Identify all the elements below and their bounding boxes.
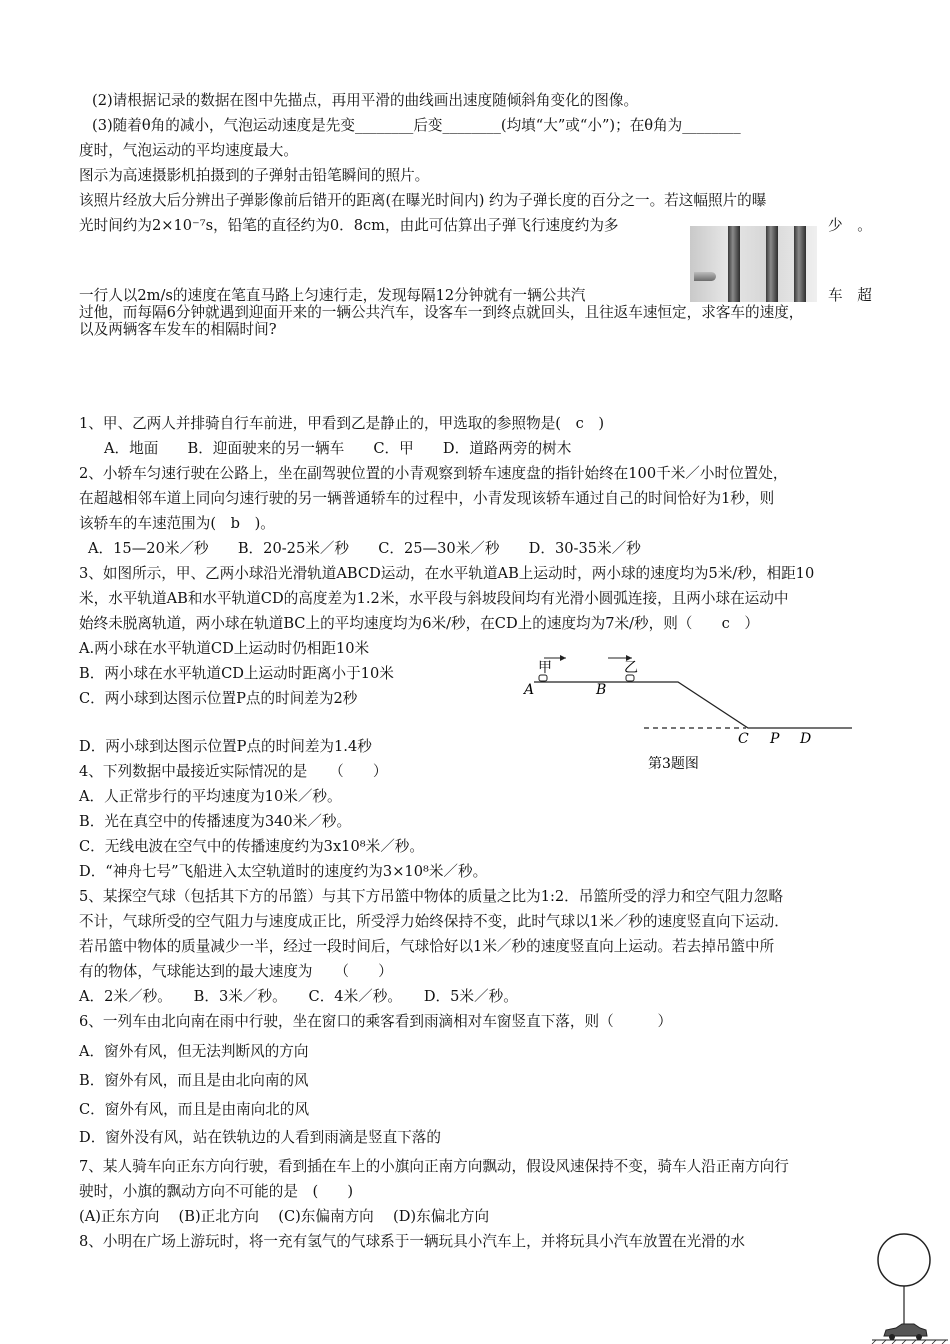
label-yi: 乙 <box>624 660 638 676</box>
track-figure <box>520 648 860 778</box>
pencil-image <box>794 226 806 302</box>
question-3-option-b: B．两小球在水平轨道CD上运动时距离小于10米 <box>79 665 394 682</box>
question-2-line2: 在超越相邻车道上同向匀速行驶的另一辆普通轿车的过程中，小青发现该轿车通过自己的时间恰好为1秒，则 <box>79 490 775 507</box>
intro-q3-line1: (3)随着θ角的减小，气泡运动速度是先变________后变________(均填“大”或“小”)；在θ角为________ <box>92 117 741 134</box>
question-6-option-a: A．窗外有风，但无法判断风的方向 <box>79 1043 309 1060</box>
question-4-option-a: A．人正常步行的平均速度为10米／秒。 <box>79 788 342 805</box>
question-5-line3: 若吊篮中物体的质量减少一半，经过一段时间后，气球恰好以1米／秒的速度竖直向上运动。若去掉吊篮中所 <box>79 938 775 955</box>
question-6-option-d: D．窗外没有风，站在铁轨边的人看到雨滴是竖直下落的 <box>79 1129 441 1146</box>
bullet-problem-line3-end: 少 。 <box>828 217 872 234</box>
question-3-line3: 始终未脱离轨道，两小球在轨道BC上的平均速度均为6米/秒，在CD上的速度均为7米/秒，则（ c ） <box>79 615 759 632</box>
question-3-line2: 米，水平轨道AB和水平轨道CD的高度差为1.2米，水平段与斜坡段间均有光滑小圆弧连接，且两小球在运动中 <box>79 590 789 607</box>
bullet-problem-line2: 该照片经放大后分辨出子弹影像前后错开的距离(在曝光时间内) 约为子弹长度的百分之一。若这幅照片的曝 <box>79 192 767 209</box>
bus-problem-line1-end: 车 超 <box>828 287 872 304</box>
question-3-option-d: D．两小球到达图示位置P点的时间差为1.4秒 <box>79 738 372 755</box>
figure-caption: 第3题图 <box>648 756 699 772</box>
bullet-problem-line3: 光时间约为2×10⁻⁷s，铅笔的直径约为0．8cm，由此可估算出子弹飞行速度约为多 <box>79 217 619 234</box>
bus-problem-line1: 一行人以2m/s的速度在笔直马路上匀速行走，发现每隔12分钟就有一辆公共汽 <box>79 287 586 304</box>
question-2-options: A．15—20米／秒 B．20-25米／秒 C．25—30米／秒 D．30-35米／秒 <box>88 540 641 557</box>
bullet-problem-line1: 图示为高速摄影机拍摄到的子弹射击铅笔瞬间的照片。 <box>79 167 430 184</box>
question-4: 4、下列数据中最接近实际情况的是 （ ） <box>79 763 388 780</box>
pencil-image <box>766 226 778 302</box>
question-7-line2: 驶时，小旗的飘动方向不可能的是 ( ) <box>79 1183 354 1200</box>
balloon-icon <box>878 1234 930 1286</box>
intro-q2: (2)请根据记录的数据在图中先描点，再用平滑的曲线画出速度随倾斜角变化的图像。 <box>92 92 639 109</box>
question-5-line1: 5、某探空气球（包括其下方的吊篮）与其下方吊篮中物体的质量之比为1:2．吊篮所受的浮力和空气阻力忽略 <box>79 888 784 905</box>
question-2-line1: 2、小轿车匀速行驶在公路上，坐在副驾驶位置的小青观察到轿车速度盘的指针始终在100千米／小时位置处， <box>79 465 788 482</box>
question-6: 6、一列车由北向南在雨中行驶，坐在窗口的乘客看到雨滴相对车窗竖直下落，则（ ） <box>79 1013 673 1030</box>
question-7-line1: 7、某人骑车向正东方向行驶，看到插在车上的小旗向正南方向飘动，假设风速保持不变，骑车人沿正南方向行 <box>79 1158 789 1175</box>
question-4-option-b: B．光在真空中的传播速度为340米／秒。 <box>79 813 352 830</box>
question-6-option-c: C．窗外有风，而且是由南向北的风 <box>79 1101 310 1118</box>
bus-problem-line2: 过他，而每隔6分钟就遇到迎面开来的一辆公共汽车，设客车一到终点就回头，且往返车速恒定，求客车的速度， <box>79 304 804 321</box>
label-A: A <box>524 682 535 698</box>
bullet-image <box>694 272 716 281</box>
question-3-line1: 3、如图所示，甲、乙两小球沿光滑轨道ABCD运动，在水平轨道AB上运动时，两小球的速度均为5米/秒，相距10 <box>79 565 815 582</box>
question-7-options: (A)正东方向 (B)正北方向 (C)东偏南方向 (D)东偏北方向 <box>79 1208 490 1225</box>
question-3-option-c: C．两小球到达图示位置P点的时间差为2秒 <box>79 690 358 707</box>
bus-problem-line3: 以及两辆客车发车的相隔时间? <box>79 321 277 338</box>
toy-car-icon <box>884 1324 927 1336</box>
intro-q3-line2: 度时，气泡运动的平均速度最大。 <box>79 142 298 159</box>
balloon-car-figure <box>870 1228 950 1344</box>
pencil-image <box>728 226 740 302</box>
question-3-option-a: A.两小球在水平轨道CD上运动时仍相距10米 <box>79 640 370 657</box>
question-1: 1、甲、乙两人并排骑自行车前进，甲看到乙是静止的，甲选取的参照物是( c ) <box>79 415 605 432</box>
label-B: B <box>596 682 607 698</box>
question-6-option-b: B．窗外有风，而且是由北向南的风 <box>79 1072 309 1089</box>
question-4-option-d: D．“神舟七号”飞船进入太空轨道时的速度约为3×10⁸米／秒。 <box>79 863 488 880</box>
question-5-line4: 有的物体，气球能达到的最大速度为 （ ） <box>79 963 393 980</box>
label-C: C <box>738 731 749 747</box>
track-line <box>534 682 852 728</box>
question-5-options: A．2米／秒。 B．3米／秒。 C．4米／秒。 D．5米／秒。 <box>79 988 518 1005</box>
question-8-line1: 8、小明在广场上游玩时，将一充有氢气的气球系于一辆玩具小汽车上，并将玩具小汽车放置在光滑的水 <box>79 1233 746 1250</box>
question-2-line3: 该轿车的车速范围为( b )。 <box>79 515 275 532</box>
question-4-option-c: C．无线电波在空气中的传播速度约为3x10⁸米／秒。 <box>79 838 424 855</box>
label-D: D <box>800 731 812 747</box>
question-1-options: A．地面 B．迎面驶来的另一辆车 C．甲 D．道路两旁的树木 <box>104 440 572 457</box>
question-5-line2: 不计，气球所受的空气阻力与速度成正比，所受浮力始终保持不变，此时气球以1米／秒的速度竖直向下运动． <box>79 913 789 930</box>
label-jia: 甲 <box>538 660 552 676</box>
bullet-pencil-photo <box>690 226 817 302</box>
label-P: P <box>770 731 780 747</box>
